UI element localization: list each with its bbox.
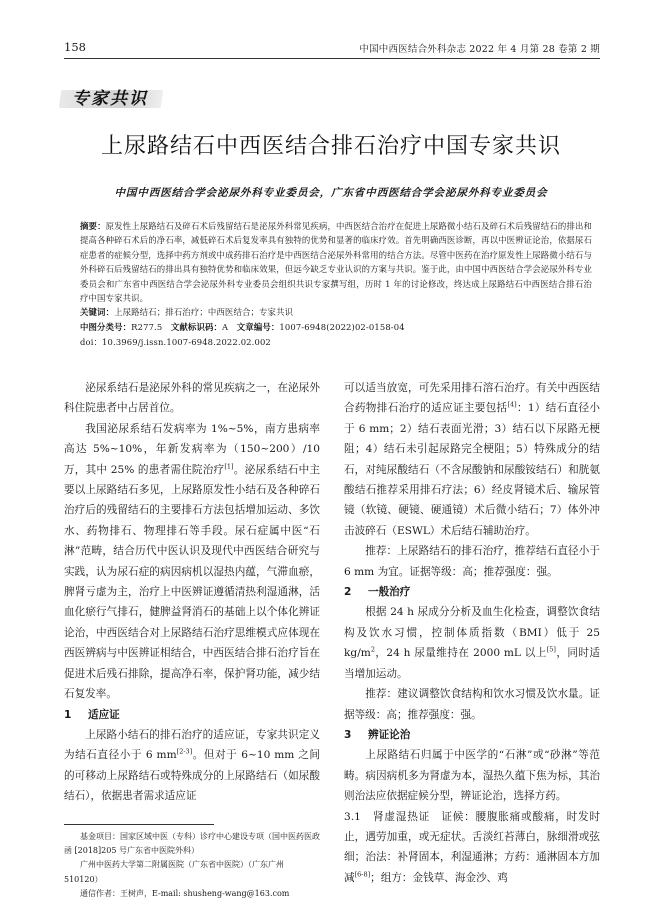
footnote-corresponding-author: 通信作者：王树声，E-mail: shusheng-wang@163.com <box>80 888 290 898</box>
footnote-rule <box>64 824 214 825</box>
body-text: 3.1 肾虚湿热证 证候：腰腹胀痛或酸痛，时发时止，遇劳加重，或无症状。舌淡红苔薄白，脉细滑或弦细；治法：补肾固本，利湿通淋；方药：通淋固本方加减 <box>344 810 600 884</box>
clc-value: R277.5 <box>131 322 163 333</box>
body-text: ，24 h 尿量维持在 2000 mL 以上 <box>374 647 547 660</box>
authors: 中国中西医结合学会泌尿外科专业委员会，广东省中西医结合学会泌尿外科专业委员会 <box>114 187 548 199</box>
article-title: 上尿路结石中西医结合排石治疗中国专家共识 <box>100 134 561 159</box>
citation: [4] <box>507 400 517 409</box>
body-text: 。但对于 6~10 mm 之间的可移动上尿路结石或特殊成分的上尿路结石（如尿酸结石），依据患者需求适应证 <box>64 749 320 803</box>
section-title: 适应证 <box>88 708 120 721</box>
body-text: 。泌尿系结石中主要以上尿路结石多见，上尿路原发性小结石及各种碎石治疗后的残留结石的主要排石方法包括增加运动、多饮水、药物排石、物理排石等手段。尿石症属中医“石淋”范畴，结合历代中医认识及现代中西医结合研究与实践，认为尿石症的病因病机以湿热内蕴，气滞血瘀，脾肾亏虚为主，治疗上中医辨证遵循清热利湿通淋，活血化瘀行气排石，健脾益肾消石的基础上以个体化辨证论治，中西医结合对上尿路结石治疗思维模式应体现在西医辨病与中医辨证相结合，中西医结合排石治疗旨在促进术后残石排除，提高净石率，保护肾功能，减少结石复发率。 <box>64 463 321 701</box>
page-number: 158 <box>64 40 86 54</box>
body-text: 上尿路小结石的排石治疗的适应证，专家共识定义为结石直径小于 6 mm <box>64 728 320 762</box>
header-rule <box>64 58 600 59</box>
body-paragraph <box>64 419 320 705</box>
section-heading <box>64 705 320 725</box>
citation: [5] <box>546 645 556 654</box>
abstract-block <box>80 219 592 350</box>
body-text: ，同时适当增加运动。 <box>344 647 600 680</box>
doi: doi：10.3969/j.issn.1007-6948.2022.02.002 <box>80 337 271 348</box>
body-text: ；组方：金钱草、海金沙、鸡 <box>370 871 508 884</box>
footnotes <box>64 830 320 901</box>
section-tag: 专家共识 <box>72 89 148 109</box>
doc-code-label: 文献标识码： <box>170 322 223 333</box>
abstract-text: 原发性上尿路结石及碎石术后残留结石是泌尿外科常见疾病，中西医结合治疗在促进上尿路微小结石及碎石术后残留结石的排出和提高各种碎石术后的净石率，减低碎石术后复发率具有独特的优势和显著的临床疗效。首先明确西医诊断，再以中医辨证论治，依据尿石症患者的症候分型，选择中药方剂或中成药排石治疗是中西医结合泌尿外科常用的结合方法。尽管中医药在治疗原发性上尿路微小结石与外科碎石后残留结石的排出具有独特优势和临床效果，但远今缺乏专业认识的方案与共识。鉴于此，由中国中西医结合学会泌尿外科专业委员会和广东省中西医结合学会泌尿外科专业委员会组织共识专家撰写组，历时 1 年的讨论修改，终达成上尿路结石中西医结合排石治疗中国专家共识。 <box>80 221 593 304</box>
classification-line <box>80 320 592 335</box>
citation: [1] <box>224 462 234 471</box>
section-number: 3 <box>344 728 352 741</box>
superscript: 2 <box>370 645 375 654</box>
footnote-affiliation: 广州中医药大学第二附属医院（广东省中医院）（广东广州 510120） <box>64 860 284 884</box>
citation: [6-8] <box>354 870 371 879</box>
citation: [2-3] <box>176 747 193 756</box>
article-id-value: 1007-6948(2022)02-0158-04 <box>279 322 405 333</box>
section-number: 1 <box>64 708 72 721</box>
body-paragraph <box>344 602 600 684</box>
clc-label: 中图分类号： <box>80 322 132 333</box>
body-paragraph <box>64 725 320 807</box>
abstract-label: 摘要： <box>80 221 106 231</box>
keywords <box>80 305 592 320</box>
doc-code-value: A <box>222 322 229 333</box>
article-id-label: 文章编号： <box>236 322 280 333</box>
body-paragraph: 泌尿系结石是泌尿外科的常见疾病之一，在泌尿外科住院患者中占居首位。 <box>64 382 320 415</box>
body-paragraph <box>344 378 600 541</box>
body-text: ：1）结石直径小于 6 mm；2）结石表面光滑；3）结石以下尿路无梗阻；4）结石未引起尿路完全梗阻；5）特殊成分的结石，对纯尿酸结石（不含尿酸钠和尿酸铵结石）和胱氨酸结石推荐采用排石疗法；6）经皮肾镜术后、输尿管镜（软镜、硬镜、硬通镜）术后微小结石；7）体外冲击波碎石（ESWL）术后结石辅助治疗。 <box>344 402 600 537</box>
keywords-text: 上尿路结石；排石治疗；中西医结合；专家共识 <box>114 307 294 318</box>
footnote-funding: 基金项目：国家区域中医（专科）诊疗中心建设专项（国中医药医政函 [2018]205 号广东省中医院外科） <box>64 832 320 856</box>
body-paragraph <box>344 807 600 889</box>
body-text: 我国泌尿系结石发病率为 1%~5%，南方患病率高达 5%~10%，年新发病率为（150~200）/10 万，其中 25% 的患者需住院治疗 <box>64 422 320 476</box>
body-text: 可以适当放宽，可先采用排石溶石治疗。有关中西医结合药物排石治疗的适应证主要包括 <box>344 382 600 415</box>
running-header <box>64 40 600 56</box>
recommendation: 推荐：上尿路结石的排石治疗，推荐结石直径小于 6 mm 为宜。证据等级：高；推荐强度：强。 <box>344 545 600 578</box>
recommendation: 推荐：建议调整饮食结构和饮水习惯及饮水量。证据等级：高；推荐强度：强。 <box>344 688 600 721</box>
section-heading <box>344 725 600 745</box>
body-column-left <box>64 378 320 807</box>
section-title: 辨证论治 <box>368 728 411 741</box>
section-number: 2 <box>344 586 352 599</box>
section-title: 一般治疗 <box>368 586 411 599</box>
section-heading <box>344 582 600 602</box>
journal-info: 中国中西医结合外科杂志 2022 年 4 月第 28 卷第 2 期 <box>359 44 600 55</box>
abstract <box>80 219 592 305</box>
body-paragraph: 上尿路结石归属于中医学的“石淋”或“砂淋”等范畴。病因病机多为肾虚为本，湿热久蕴下焦为标，其治则治法应依据症候分型，辨证论治，选择方药。 <box>344 749 600 803</box>
body-text: 根据 24 h 尿成分分析及血生化检查，调整饮食结构及饮水习惯，控制体质指数（BMI）低于 25 kg/m <box>344 606 600 660</box>
keywords-label: 关键词： <box>80 307 115 318</box>
body-column-right <box>344 378 600 888</box>
